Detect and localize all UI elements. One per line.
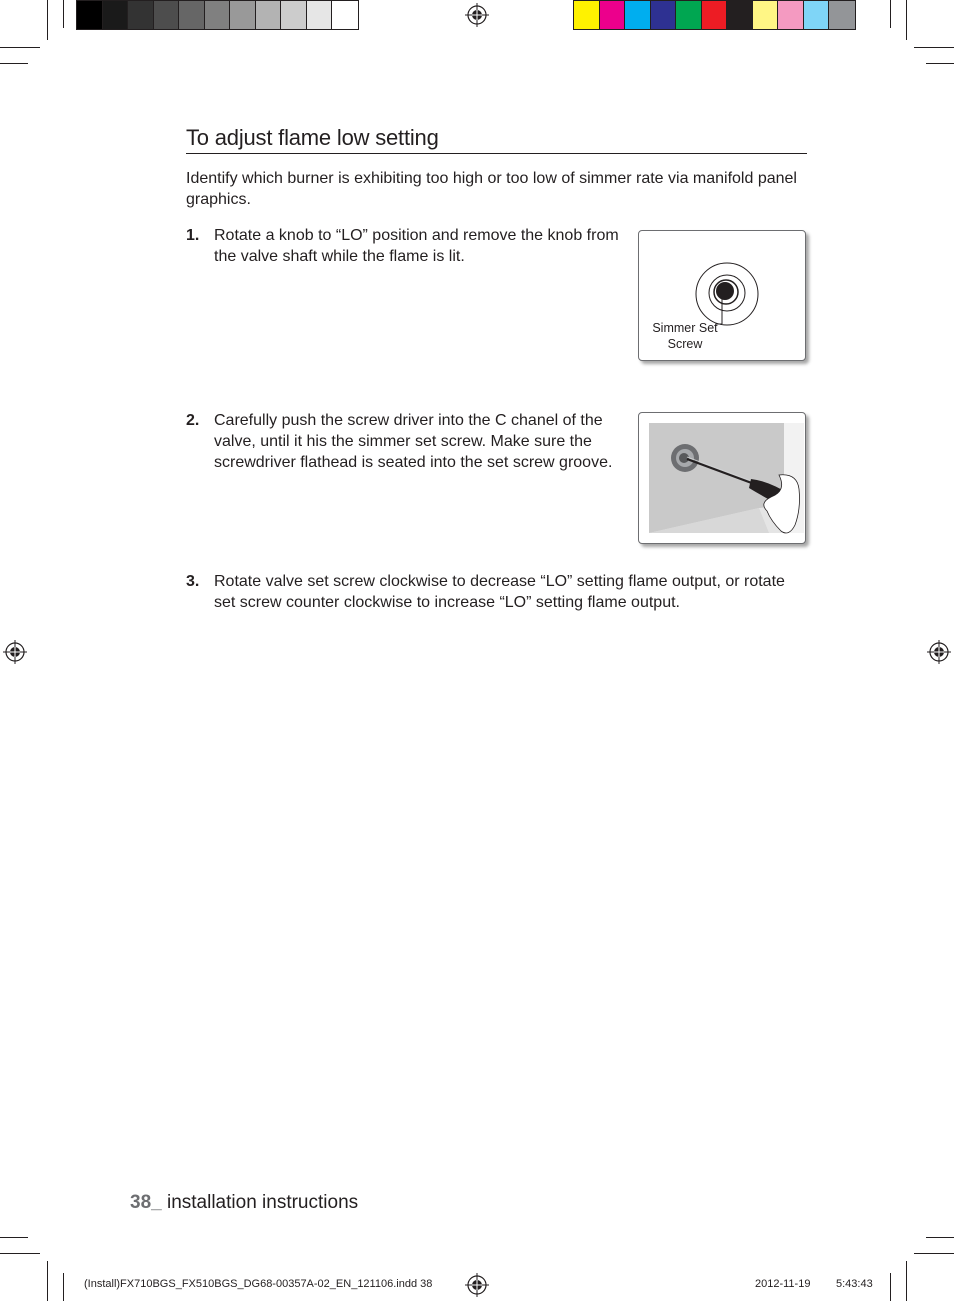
crop-mark: [906, 1261, 907, 1301]
color-swatch: [179, 1, 205, 29]
crop-mark: [47, 0, 48, 40]
crop-mark: [0, 63, 28, 64]
intro-paragraph: Identify which burner is exhibiting too high or too low of simmer rate via manifold panel graphics.: [186, 170, 797, 208]
color-swatch: [307, 1, 333, 29]
color-swatch: [230, 1, 256, 29]
color-swatch: [77, 1, 103, 29]
label-line-1: Simmer Set: [652, 321, 718, 335]
screwdriver-figure: [638, 412, 806, 544]
color-swatch: [676, 1, 702, 29]
color-swatch: [281, 1, 307, 29]
step-number: 2.: [186, 412, 200, 429]
crop-mark: [0, 1237, 28, 1238]
color-swatch: [154, 1, 180, 29]
step-text: Carefully push the screw driver into the C chanel of the valve, until it his the simmer set screw. Make sure the screwdriver flathead is seated into the set screw groove.: [214, 412, 613, 471]
color-swatch: [256, 1, 282, 29]
grayscale-color-bar: [76, 0, 359, 30]
crop-mark: [890, 0, 891, 28]
section-title: installation instructions: [161, 1192, 359, 1213]
slug-time: 5:43:43: [836, 1278, 873, 1290]
section-heading: To adjust flame low setting: [186, 125, 807, 154]
color-swatch: [625, 1, 651, 29]
crop-mark: [63, 0, 64, 28]
crop-mark: [0, 1253, 40, 1254]
color-swatch: [205, 1, 231, 29]
slug-date: 2012-11-19: [755, 1278, 811, 1290]
color-swatch: [829, 1, 855, 29]
color-swatch: [753, 1, 779, 29]
step-2: [186, 410, 626, 473]
crop-mark: [63, 1273, 64, 1301]
crop-mark: [890, 1273, 891, 1301]
step-text: Rotate valve set screw clockwise to decrease “LO” setting flame output, or rotate set screw counter clockwise to increase “LO” setting flame output.: [214, 573, 785, 611]
color-swatch: [804, 1, 830, 29]
registration-mark-icon: [927, 640, 951, 664]
crop-mark: [47, 1261, 48, 1301]
crop-mark: [0, 47, 40, 48]
label-line-2: Screw: [667, 337, 703, 351]
simmer-screw-figure: [638, 230, 806, 361]
slug-filename: (Install)FX710BGS_FX510BGS_DG68-00357A-02_EN_121106.indd 38: [84, 1278, 433, 1290]
color-swatch: [103, 1, 129, 29]
screwdriver-in-valve-icon: [639, 413, 805, 543]
crop-mark: [914, 1253, 954, 1254]
color-swatch: [600, 1, 626, 29]
crop-mark: [914, 47, 954, 48]
color-swatch: [574, 1, 600, 29]
color-swatch: [332, 1, 358, 29]
step-3: [186, 571, 807, 613]
color-swatch: [727, 1, 753, 29]
color-swatch: [778, 1, 804, 29]
step-number: 1.: [186, 227, 200, 244]
step-number: 3.: [186, 573, 200, 590]
crop-mark: [906, 0, 907, 40]
step-text: Rotate a knob to “LO” position and remove the knob from the valve shaft while the flame is lit.: [214, 227, 619, 265]
registration-mark-icon: [465, 1273, 489, 1297]
page-footer: [130, 1192, 358, 1214]
process-color-bar: [573, 0, 856, 30]
crop-mark: [926, 1237, 954, 1238]
crop-mark: [926, 63, 954, 64]
registration-mark-icon: [465, 3, 489, 27]
registration-mark-icon: [3, 640, 27, 664]
color-swatch: [128, 1, 154, 29]
page-number: 38_: [130, 1192, 162, 1213]
color-swatch: [651, 1, 677, 29]
step-1: [186, 225, 626, 267]
color-swatch: [702, 1, 728, 29]
simmer-set-screw-label: [643, 320, 727, 352]
